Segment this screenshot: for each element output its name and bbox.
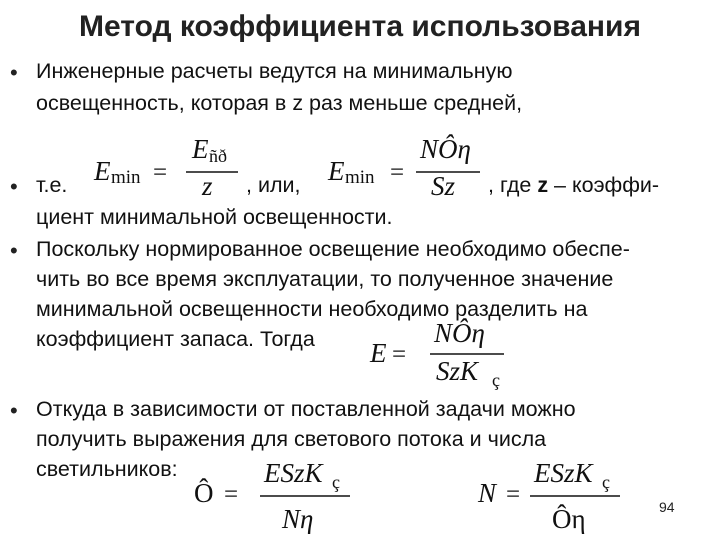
formula-symbol: N [478, 478, 497, 508]
formula-numerator: ESzK [264, 458, 323, 488]
formula-equals: = [390, 159, 405, 186]
bullet-marker: • [10, 174, 18, 199]
bullet-2-continuation: циент минимальной освещенности. [36, 205, 393, 229]
formula-equals: = [224, 481, 239, 508]
formula-equals: = [153, 159, 168, 186]
bullet-3-line-4: коэффициент запаса. Тогда [36, 327, 315, 351]
bullet-marker: • [10, 398, 18, 423]
slide-title: Метод коэффициента использования [79, 10, 641, 43]
formula-denominator: z [202, 171, 213, 201]
formula-symbol: Ô [194, 478, 214, 508]
bullet-marker: • [10, 60, 18, 85]
formula-subscript: min [111, 167, 141, 188]
bullet-marker: • [10, 238, 18, 263]
formula-subscript: min [345, 167, 375, 188]
formula-subscript: ç [332, 472, 340, 492]
formula-equals: = [392, 341, 407, 368]
formula-subscript: ç [602, 472, 610, 492]
page-number: 94 [659, 499, 675, 515]
formula-emin-over-sz [324, 132, 484, 201]
formula-denominator: Ôη [552, 504, 586, 534]
where-suffix: – коэффи- [548, 173, 660, 197]
bullet-4-line-1: Откуда в зависимости от поставленной задачи можно [36, 397, 576, 421]
formula-numerator: NÔη [420, 134, 471, 164]
formula-equals: = [506, 481, 521, 508]
formula-phi [192, 452, 362, 538]
bullet-3-line-1: Поскольку нормированное освещение необходимо обеспе- [36, 237, 630, 261]
formula-denominator: SzK [436, 356, 479, 386]
formula-numerator: NÔη [434, 318, 485, 348]
bullet-2-or: , или, [246, 173, 301, 197]
formula-numerator: E [192, 134, 209, 164]
formula-emin-over-z [90, 132, 250, 201]
bullet-3-line-3: минимальной освещенности необходимо разделить на [36, 297, 588, 321]
where-variable: z [537, 173, 549, 197]
formula-symbol: E [370, 338, 387, 368]
formula-n [476, 452, 636, 538]
bullet-4-line-3: светильников: [36, 457, 178, 481]
where-prefix: , где [488, 173, 538, 197]
bullet-3-line-2: чить во все время эксплуатации, то полученное значение [36, 267, 614, 291]
bullet-2-lead: т.е. [36, 173, 68, 197]
formula-subscript: ñð [209, 146, 227, 166]
formula-e-over-szk [366, 318, 516, 390]
formula-symbol: E [328, 156, 345, 186]
bullet-2-where [488, 170, 659, 200]
bullet-4-line-2: получить выражения для светового потока и числа [36, 427, 547, 451]
bullet-1-line-2: освещенность, которая в z раз меньше средней, [36, 91, 523, 115]
formula-denominator: Sz [431, 171, 456, 201]
bullet-1-line-1: Инженерные расчеты ведутся на минимальную [36, 59, 513, 83]
formula-symbol: E [94, 156, 111, 186]
formula-denominator: Nη [282, 504, 314, 534]
formula-subscript: ç [492, 370, 500, 390]
formula-numerator: ESzK [534, 458, 593, 488]
